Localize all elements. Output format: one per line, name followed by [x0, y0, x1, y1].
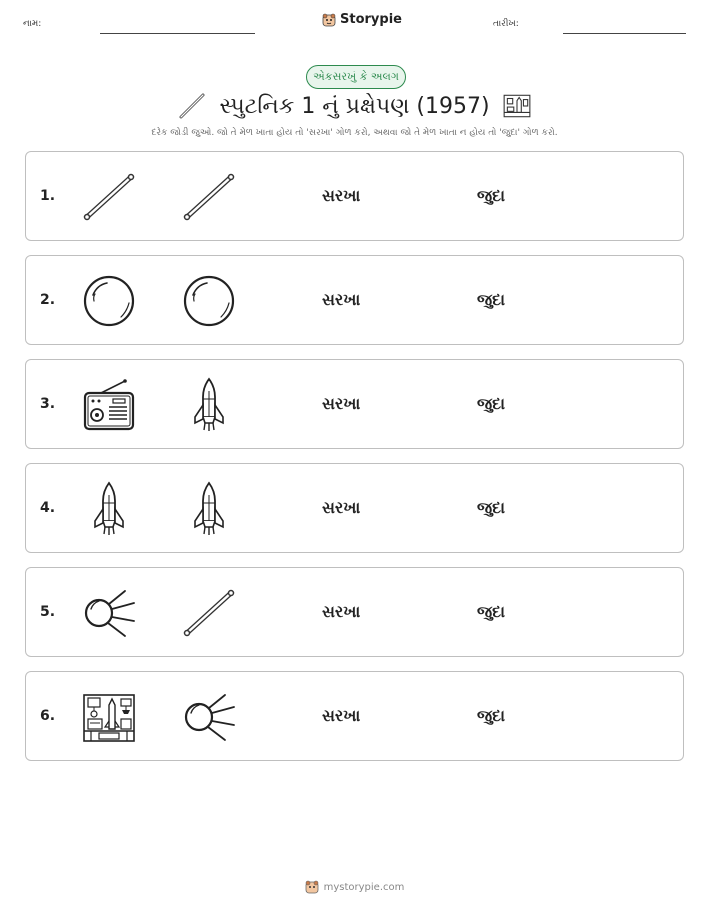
title-row [0, 88, 709, 124]
question-number: 2. [40, 292, 56, 308]
antenna-rod-icon [181, 169, 237, 225]
same-option[interactable]: સરખા [322, 290, 361, 309]
footer [0, 880, 709, 894]
different-option[interactable]: જુદા [477, 706, 506, 725]
space-lab-icon [502, 91, 532, 121]
storypie-mascot-icon [305, 880, 319, 894]
space-lab-icon [81, 689, 137, 745]
different-option[interactable]: જુદા [477, 498, 506, 517]
rocket-icon [181, 377, 237, 433]
sphere-icon [181, 273, 237, 329]
same-option[interactable]: સરખા [322, 706, 361, 725]
sputnik-satellite-icon [81, 585, 137, 641]
same-option[interactable]: સરખા [322, 602, 361, 621]
instructions: દરેક જોડી જુઓ. જો તે મેળ ખાતા હોય તો 'સરખા' ગોળ કરો, અથવા જો તે મેળ ખાતા ન હોય તો 'જુદા' ગોળ કરો. [151, 128, 558, 138]
rocket-icon [181, 481, 237, 537]
page-title: સ્પુટનિક 1 નું પ્રક્ષેપણ (1957) [219, 93, 490, 119]
different-option[interactable]: જુદા [477, 186, 506, 205]
same-option[interactable]: સરખા [322, 498, 361, 517]
brand-name: Storypie [340, 12, 402, 27]
pair-row-6 [25, 671, 684, 761]
question-number: 1. [40, 188, 56, 204]
different-option[interactable]: જુદા [477, 394, 506, 413]
different-option[interactable]: જુદા [477, 602, 506, 621]
antenna-rod-icon [177, 91, 207, 121]
question-number: 5. [40, 604, 56, 620]
same-option[interactable]: સરખા [322, 186, 361, 205]
question-number: 4. [40, 500, 56, 516]
sphere-icon [81, 273, 137, 329]
storypie-mascot-icon [322, 13, 336, 27]
same-option[interactable]: સરખા [322, 394, 361, 413]
date-label: તારીખ: [493, 19, 519, 29]
date-field[interactable] [563, 33, 686, 34]
rocket-icon [81, 481, 137, 537]
antenna-rod-icon [81, 169, 137, 225]
pair-row-1 [25, 151, 684, 241]
pair-row-3 [25, 359, 684, 449]
brand-logo [322, 12, 402, 27]
category-badge: એકસરખું કે અલગ [306, 65, 406, 89]
different-option[interactable]: જુદા [477, 290, 506, 309]
question-number: 3. [40, 396, 56, 412]
radio-icon [81, 377, 137, 433]
name-label: નામ: [23, 19, 42, 29]
pair-row-2 [25, 255, 684, 345]
footer-website[interactable]: mystorypie.com [323, 881, 405, 893]
pair-row-4 [25, 463, 684, 553]
pair-row-5 [25, 567, 684, 657]
question-number: 6. [40, 708, 56, 724]
antenna-rod-icon [181, 585, 237, 641]
sputnik-satellite-icon [181, 689, 237, 745]
name-field[interactable] [100, 33, 255, 34]
